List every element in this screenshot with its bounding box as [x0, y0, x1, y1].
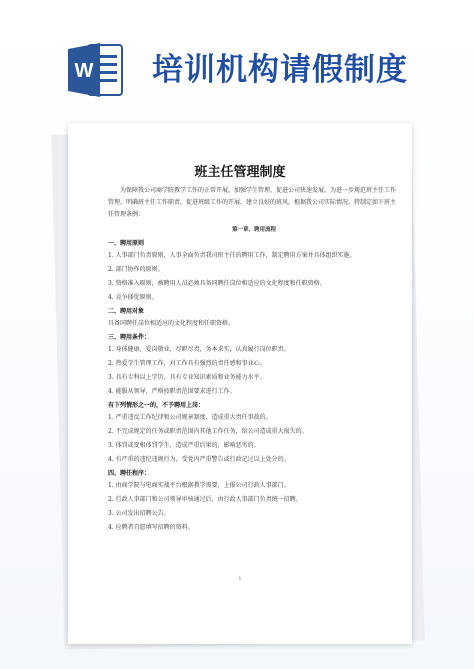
document-page: [68, 123, 412, 644]
section-heading: 有下列情形之一的，不予聘用上岗：: [108, 402, 205, 409]
section-heading: 三、聘用条件：: [108, 334, 151, 341]
banner-title: 培训机构请假制度: [152, 52, 408, 88]
list-item: 2. 行政人事部门和公司领导审核通过后，由行政人事部门负责统一招聘。: [108, 496, 302, 503]
chapter-heading: 第一章、聘用流程: [231, 227, 276, 233]
list-item: 4. 能服从领导，严格按职责范围要求进行工作。: [108, 388, 236, 395]
section-heading: 四、聘任程序：: [108, 470, 151, 477]
list-item: 2. 不完成规定的任务或职责范围内其他工作任务，给公司造成重大损失的。: [108, 428, 308, 435]
banner-header: [0, 0, 474, 120]
section-heading: 二、聘用对象: [108, 308, 145, 315]
document-title: 班主任管理制度: [194, 165, 286, 180]
list-item: 3. 具有专科以上学历，具有专业知识素质和业务能力水平。: [108, 374, 266, 381]
list-item: 3. 体罚或变相体罚学生，造成严重后果的，影响恶劣的。: [108, 442, 260, 449]
list-item: 4. 应聘者自愿填写招聘的资料。: [108, 524, 194, 531]
list-item: 3. 资格准入原则，被聘用人员必须具备同聘任岗位相适应的文化程度和任职资格。: [108, 280, 326, 287]
document-body: [108, 185, 400, 536]
page-number: 1: [238, 576, 242, 582]
list-item: 具备同聘任岗位相适应的文化程度和任职资格。: [108, 320, 235, 327]
list-item: 1. 人事部门负责原则，人事全面负责我司班主任的聘用工作，制定聘用方案并具体组织实施。: [108, 252, 356, 259]
list-item: 1. 由商学院与电商实战平台根据教学需要，上报公司行政人事部门。: [108, 482, 290, 489]
list-item: 4. 竞争择优原则。: [108, 294, 158, 301]
svg-text:W: W: [74, 60, 94, 82]
list-item: 2. 热爱学生管理工作，对工作具有强烈的责任感和事业心。: [108, 360, 266, 367]
intro-paragraph: 为保障我公司商学院教学工作的正常开展，加强学生管理，促进公司快速发展，为进一步规范班主任工作管理，明确班主任工作职责，促进班级工作的开展，建立良好的班风，根据我公司实际情况，特制定如下班主任管理条例：: [108, 187, 397, 218]
list-item: 1. 身体健康，爱岗敬业，尽职尽责，务本求实，认真履行岗位职责。: [108, 346, 290, 353]
section-heading: 一、聘用原则: [108, 240, 145, 247]
list-item: 4. 有严重的违纪违规行为，受党内严重警告或行政记过以上处分的。: [108, 456, 290, 463]
list-item: 2. 部门协作的原则。: [108, 266, 164, 273]
list-item: 1. 严重违反工作纪律和公司规章制度，造成重大责任事故的。: [108, 414, 272, 421]
word-document-icon: [66, 39, 124, 101]
list-item: 3. 公司发出招聘公告。: [108, 510, 170, 517]
